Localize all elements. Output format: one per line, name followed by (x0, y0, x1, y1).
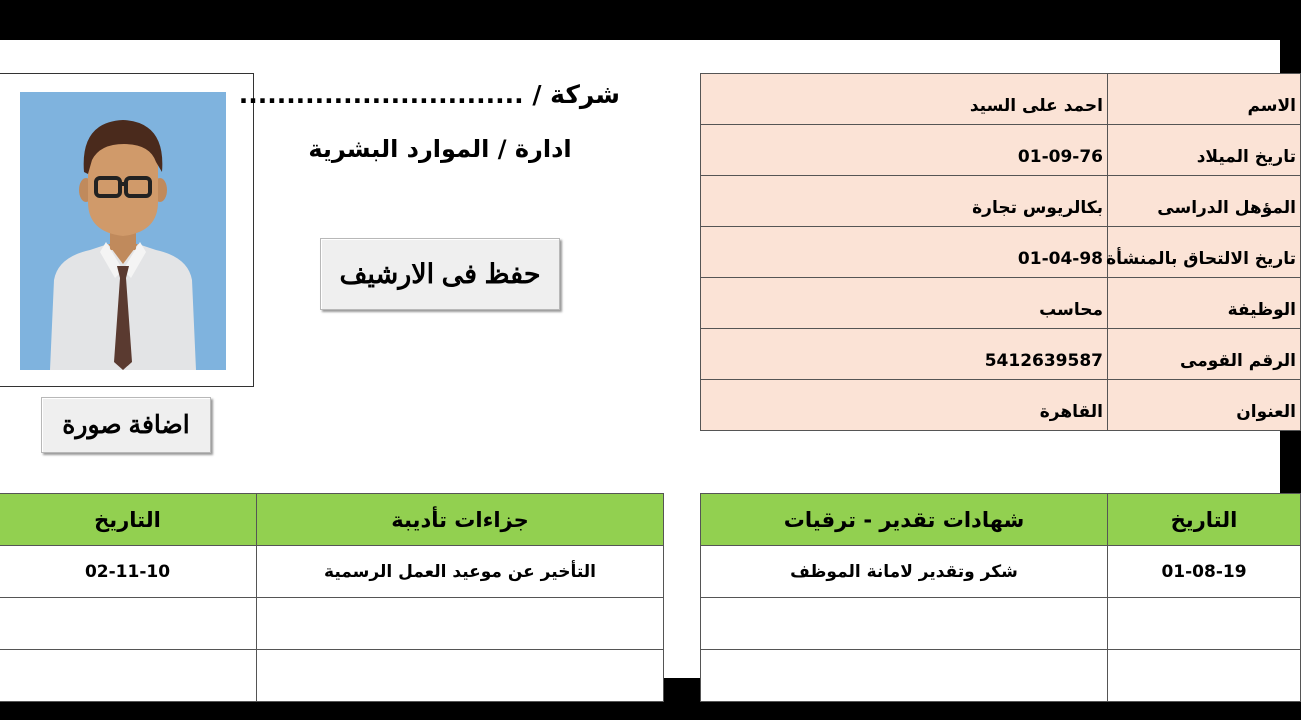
info-row-join-date (701, 227, 1301, 278)
award-cell[interactable]: شكر وتقدير لامانة الموظف (701, 546, 1108, 598)
penalty-cell[interactable] (257, 650, 664, 702)
award-date-cell[interactable]: 01-08-19 (1108, 546, 1301, 598)
info-label: تاريخ الميلاد (1108, 125, 1301, 176)
penalties-type-header: جزاءات تأديبة (257, 494, 664, 546)
info-row-name (701, 74, 1301, 125)
awards-table (700, 493, 1301, 702)
employee-photo (20, 92, 226, 370)
penalty-cell[interactable]: التأخير عن موعيد العمل الرسمية (257, 546, 664, 598)
man-avatar-icon (20, 92, 226, 370)
photo-frame (0, 73, 254, 387)
penalties-table (0, 493, 664, 702)
company-label: شركة / .............................. (238, 80, 620, 109)
award-cell[interactable] (701, 598, 1108, 650)
penalties-header-row (0, 494, 664, 546)
table-row (701, 598, 1301, 650)
awards-header-row (701, 494, 1301, 546)
penalty-date-cell[interactable]: 02-11-10 (0, 546, 257, 598)
penalty-date-cell[interactable] (0, 650, 257, 702)
awards-type-header: شهادات تقدير - ترقيات (701, 494, 1108, 546)
penalty-cell[interactable] (257, 598, 664, 650)
info-label: تاريخ الالتحاق بالمنشأة (1108, 227, 1301, 278)
table-row (701, 546, 1301, 598)
info-value[interactable]: القاهرة (701, 380, 1108, 431)
info-value[interactable]: محاسب (701, 278, 1108, 329)
awards-date-header: التاريخ (1108, 494, 1301, 546)
info-label: العنوان (1108, 380, 1301, 431)
info-row-address (701, 380, 1301, 431)
info-label: المؤهل الدراسى (1108, 176, 1301, 227)
employee-info-table (700, 73, 1301, 431)
add-photo-button[interactable]: اضافة صورة (41, 397, 211, 453)
info-label: الرقم القومى (1108, 329, 1301, 380)
info-label: الوظيفة (1108, 278, 1301, 329)
info-label: الاسم (1108, 74, 1301, 125)
table-row (0, 546, 664, 598)
award-date-cell[interactable] (1108, 650, 1301, 702)
info-value[interactable]: 01-09-76 (701, 125, 1108, 176)
penalty-date-cell[interactable] (0, 598, 257, 650)
info-row-birthdate (701, 125, 1301, 176)
table-row (0, 598, 664, 650)
worksheet (0, 40, 1296, 678)
table-row (0, 650, 664, 702)
table-row (701, 650, 1301, 702)
info-value[interactable]: 01-04-98 (701, 227, 1108, 278)
save-archive-button[interactable]: حفظ فى الارشيف (320, 238, 560, 310)
penalties-date-header: التاريخ (0, 494, 257, 546)
info-value[interactable]: احمد على السيد (701, 74, 1108, 125)
info-row-job (701, 278, 1301, 329)
info-row-national-id (701, 329, 1301, 380)
info-value[interactable]: بكالريوس تجارة (701, 176, 1108, 227)
info-row-qualification (701, 176, 1301, 227)
info-value[interactable]: 5412639587 (701, 329, 1108, 380)
award-cell[interactable] (701, 650, 1108, 702)
award-date-cell[interactable] (1108, 598, 1301, 650)
department-label: ادارة / الموارد البشرية (308, 135, 572, 163)
